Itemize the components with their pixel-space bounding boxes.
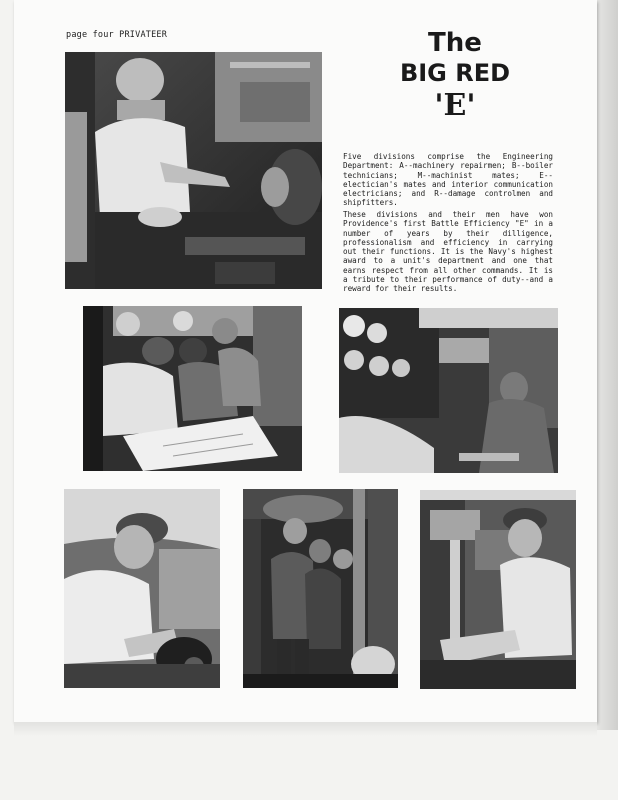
photo-man-at-drill-press [420, 490, 576, 689]
title-line-2: BIG RED [399, 59, 511, 88]
photo-two-men-engine-room [243, 489, 398, 688]
photo-man-at-gauge-panel [339, 308, 558, 473]
article-paragraph-1: Five divisions comprise the Engineering Department: A--machinery repairmen; B--boiler technicians; M--machinist mates; E--electician's mates and interior communication electricians; and R--damage controlmen and shipfitters. [343, 152, 553, 208]
photo-machinist-at-lathe [65, 52, 322, 289]
photo-man-with-grinder [64, 489, 220, 688]
title-line-3: 'E' [434, 88, 476, 124]
title-line-1: The [428, 28, 482, 58]
page-bottom-edge [14, 722, 597, 736]
photo-men-studying-chart [83, 306, 302, 471]
scan-background-edge [596, 0, 618, 730]
article-paragraph-2: These divisions and their men have won Providence's first Battle Efficiency "E" in a number of years by their dilligence, professionalism and efficiency in carrying out their functions. It is the Navy's highest award to a unit's department and one that earns respect from all other commands. It is a tribute to their performance of duty--and a reward for their results. [343, 210, 553, 294]
page-header: page four PRIVATEER [66, 30, 168, 40]
article-title [380, 30, 530, 122]
